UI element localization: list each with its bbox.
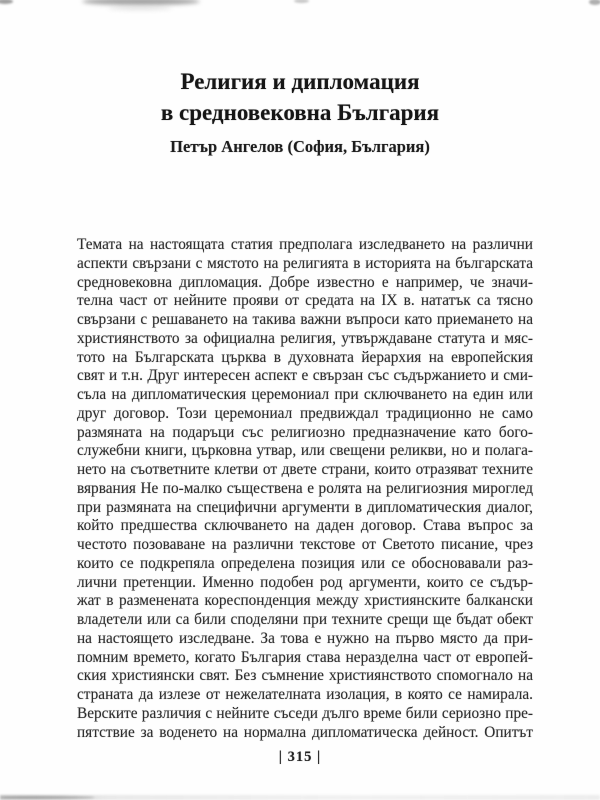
body-line: аспекти свързани с мястото на религията в историята на българската [77,254,533,272]
body-line: който предшества сключването на даден договор. Става въпрос за [77,517,533,535]
scan-artifact-bottom-left [0,796,95,799]
body-line: които се подкрепяла определена позиция или се обосновавали раз- [77,554,533,572]
body-line: нето на съответните клетви от двете страни, които отразяват техните [77,461,533,478]
body-line: свързани с решаването на такива важни въпроси като приемането на [77,311,533,328]
body-line: пятствие за воденето на нормална дипломатическа дейност. Опитът [77,723,533,741]
body-line: Верските различия с нейните съседи дълго време били сериозно пре- [77,704,533,722]
page-number: | 315 | [278,749,322,765]
body-line: страната да излезе от нежелателната изолация, в която се намирала. [77,686,533,703]
body-line: жат в разменената кореспонденция между християнските балкански [77,592,533,610]
title-line-2: в средновековна България [160,100,440,125]
body-line: свят и т.н. Друг интересен аспект е свързан със съдържанието и сми- [77,367,533,385]
body-line: лични претенции. Именно подобен род аргументи, които се съдър- [77,573,533,591]
body-line: съла на дипломатическия церемониал при сключването на един или [77,386,533,403]
scan-artifact-bottom-edge [0,795,600,800]
author-line: Петър Ангелов (София, България) [170,137,430,156]
body-line: средновековна дипломация. Добре известно е например, че значи- [77,273,533,291]
body-line: Темата на настоящата статия предполага изследването на различни [77,236,533,253]
body-line: тото на Българската църква в духовната йерархия на европейския [77,348,533,366]
scan-artifact-top-smudge-2 [108,7,172,10]
scan-artifact-top-middle [294,0,309,3]
body-line: християнството за официална религия, утвърждаване статута и мяс- [77,329,533,347]
scan-artifact-top-right [589,0,600,5]
body-line: служебни книги, църковна утвар, или свещени реликви, но и полага- [77,442,533,460]
body-paragraph [77,236,533,742]
body-line: друг договор. Този церемониал предвиждал традиционно не само [77,404,533,422]
body-line: размяната на подаръци със религиозно предназначение като бого- [77,423,533,441]
body-line: вярвания Не по-малко съществена е ролята на религиозния мироглед [77,479,533,497]
body-line: при размяната на специфични аргументи в дипломатическия диалог, [77,498,533,516]
scan-artifact-top-smudge [82,0,200,5]
scan-artifact-top-left [0,0,13,4]
body-line: помним времето, когато България става неразделна част от европей- [77,648,533,666]
page-title [0,66,600,128]
body-line: телна част от нейните прояви от средата на IX в. нататък са тясно [77,292,533,310]
body-line: честото позоваване на различни текстове от Светото писание, чрез [77,536,533,553]
title-line-1: Религия и дипломация [180,69,420,94]
body-line: ския християнски свят. Без съмнение християнството спомогнало на [77,667,533,685]
body-line: владетели или са били споделяни при техните срещи ще бъдат обект [77,611,533,628]
body-line: на настоящето изследване. За това е нужно на първо място да при- [77,629,533,647]
